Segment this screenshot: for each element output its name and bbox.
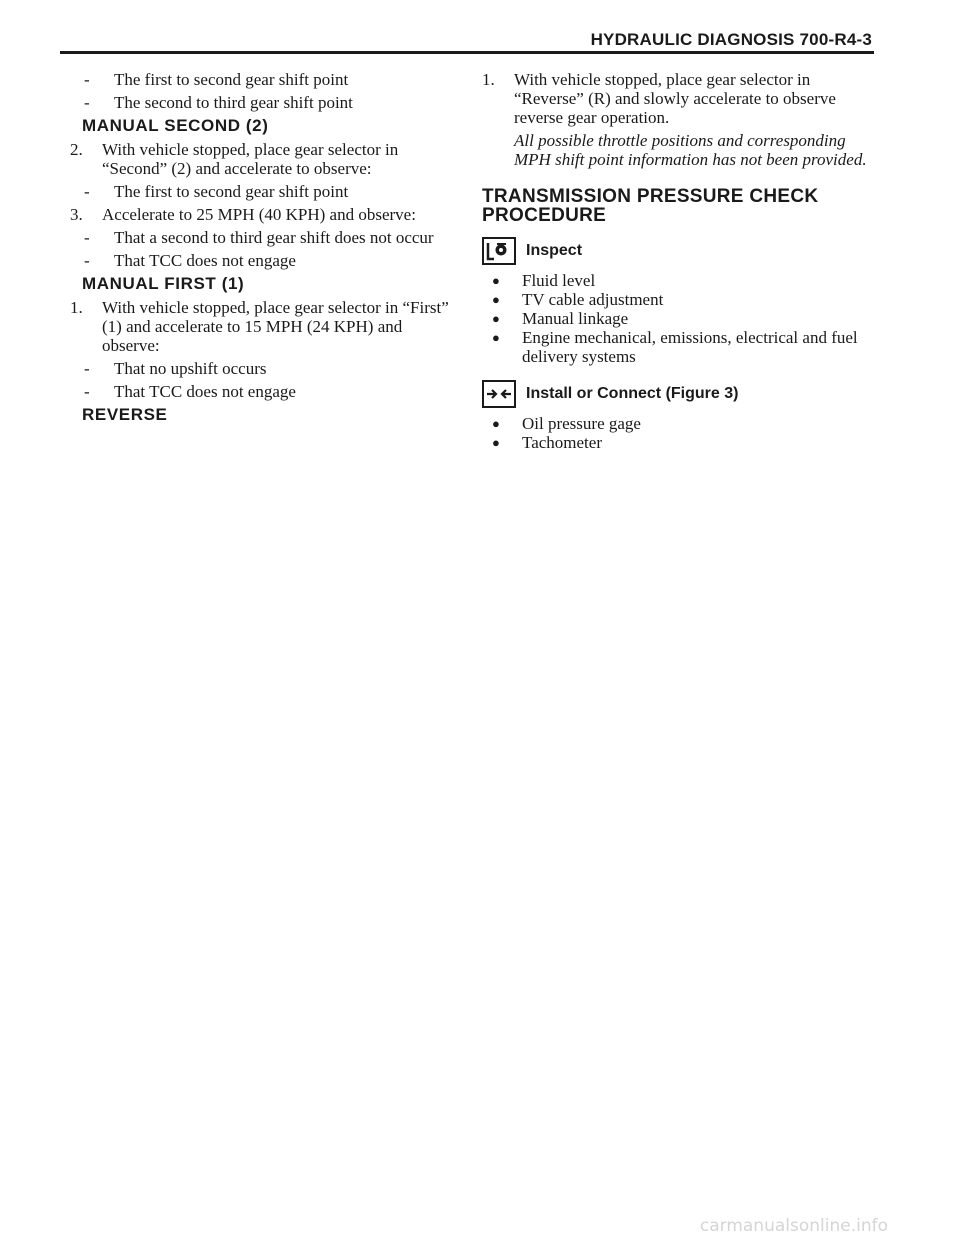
step-item: 1. With vehicle stopped, place gear selector in “First” (1) and accelerate to 15 MPH (24 KPH) and observe:	[70, 298, 449, 355]
right-column	[482, 70, 874, 452]
manual-first-heading: MANUAL FIRST (1)	[82, 274, 245, 293]
list-item: ● Tachometer	[492, 433, 602, 452]
note-text: All possible throttle positions and corresponding MPH shift point information has not been provided.	[514, 131, 867, 169]
section-heading: TRANSMISSION PRESSURE CHECK PROCEDURE	[482, 186, 819, 226]
list-item: - The second to third gear shift point	[84, 93, 353, 112]
inspect-icon	[482, 237, 516, 265]
install-connect-icon	[482, 380, 516, 408]
step-item: 2. With vehicle stopped, place gear selector in “Second” (2) and accelerate to observe:	[70, 140, 399, 178]
list-item: - The first to second gear shift point	[84, 70, 349, 89]
list-item: ● Oil pressure gage	[492, 414, 641, 433]
list-item: ● Manual linkage	[492, 309, 629, 328]
reverse-heading: REVERSE	[82, 405, 168, 424]
header-rule	[60, 51, 874, 54]
install-row	[482, 380, 874, 408]
manual-second-heading: MANUAL SECOND (2)	[82, 116, 269, 135]
list-item: ● TV cable adjustment	[492, 290, 664, 309]
page-title: HYDRAULIC DIAGNOSIS 700-R4-3	[590, 30, 872, 49]
list-item: - That TCC does not engage	[84, 251, 296, 270]
left-column	[70, 70, 455, 429]
page-header	[0, 0, 960, 60]
list-item: - That no upshift occurs	[84, 359, 267, 378]
step-item: 3. Accelerate to 25 MPH (40 KPH) and observe:	[70, 205, 416, 224]
list-item: ● Fluid level	[492, 271, 596, 290]
list-item: - That TCC does not engage	[84, 382, 296, 401]
list-item: - The first to second gear shift point	[84, 182, 349, 201]
install-label: Install or Connect (Figure 3)	[526, 385, 739, 402]
step-item: 1. With vehicle stopped, place gear selector in “Reverse” (R) and slowly accelerate to observe reverse gear operation.	[482, 70, 836, 127]
inspect-label: Inspect	[526, 242, 583, 259]
watermark: carmanualsonline.info	[699, 1216, 888, 1236]
list-item: - That a second to third gear shift does not occur	[84, 228, 434, 247]
list-item: ● Engine mechanical, emissions, electrical and fuel delivery systems	[492, 328, 858, 366]
inspect-row	[482, 237, 874, 265]
